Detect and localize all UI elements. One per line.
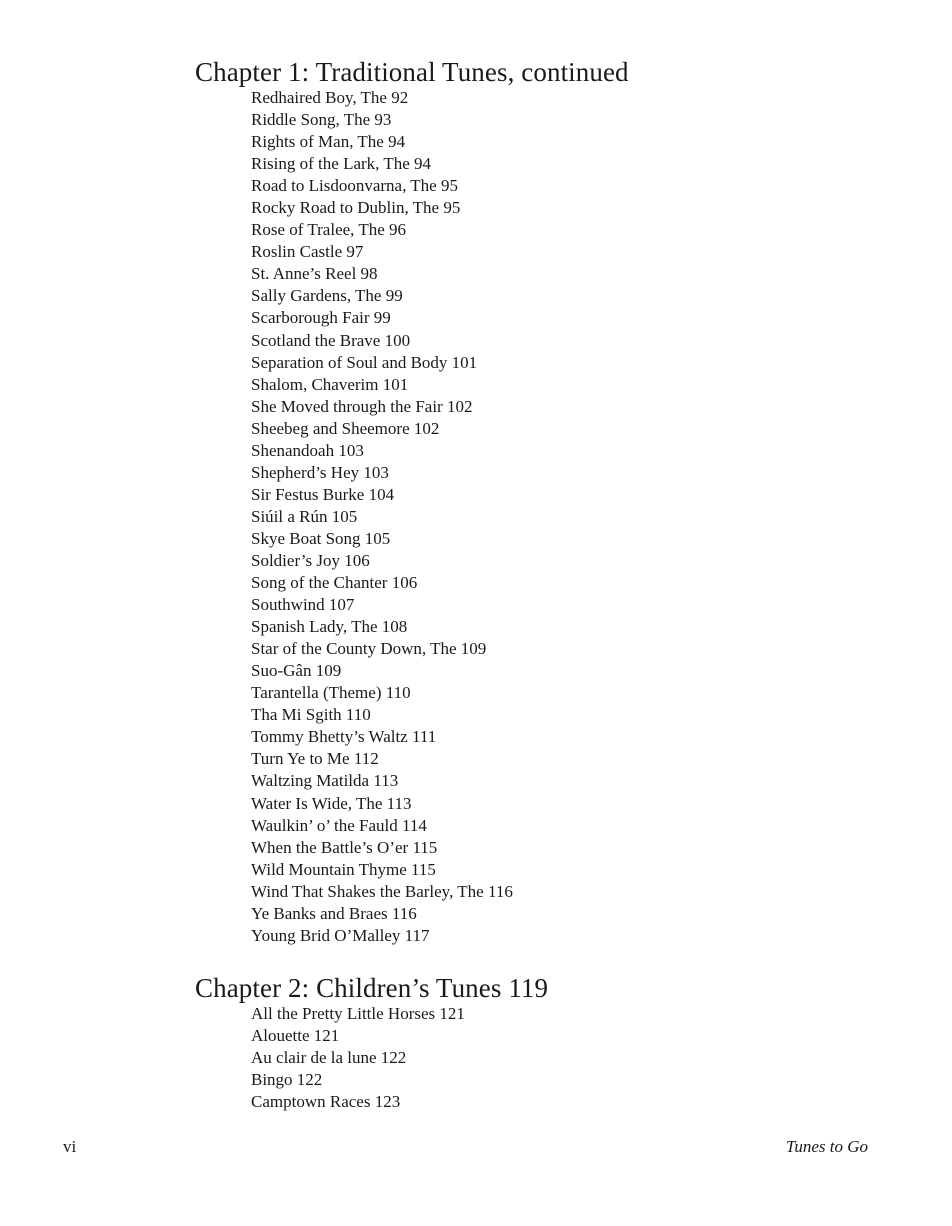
toc-entry: Sheebeg and Sheemore 102 [251,418,440,438]
toc-entry: Au clair de la lune 122 [251,1048,407,1068]
running-footer-title: Tunes to Go [785,1137,868,1156]
toc-entry: Soldier’s Joy 106 [251,550,370,570]
chapter-1-heading: Chapter 1: Traditional Tunes, continued [195,57,629,87]
toc-entry: Sir Festus Burke 104 [251,484,395,504]
toc-entry: Water Is Wide, The 113 [251,793,412,813]
toc-entry: Suo-Gân 109 [251,661,342,681]
toc-entry: Waltzing Matilda 113 [251,771,399,791]
toc-entry: Rose of Tralee, The 96 [251,220,407,240]
toc-entry: Scarborough Fair 99 [251,308,391,328]
chapter-1-entry-list [251,87,513,947]
toc-entry: Ye Banks and Braes 116 [251,903,417,923]
toc-entry: Redhaired Boy, The 92 [251,88,409,107]
toc-entry: Rocky Road to Dublin, The 95 [251,198,461,218]
toc-entry: Southwind 107 [251,595,355,615]
toc-entry: Shalom, Chaverim 101 [251,374,409,394]
toc-entry: When the Battle’s O’er 115 [251,837,438,857]
toc-entry: Spanish Lady, The 108 [251,617,408,637]
toc-entry: Rights of Man, The 94 [251,132,406,152]
toc-entry: Rising of the Lark, The 94 [251,154,432,174]
toc-entry: Turn Ye to Me 112 [251,749,379,769]
toc-entry: Wild Mountain Thyme 115 [251,859,436,879]
toc-entry: Riddle Song, The 93 [251,110,392,130]
toc-entry: Alouette 121 [251,1026,340,1046]
toc-entry: Siúil a Rún 105 [251,506,358,526]
toc-entry: Tha Mi Sgith 110 [251,705,371,725]
toc-entry: All the Pretty Little Horses 121 [251,1004,465,1023]
toc-entry: She Moved through the Fair 102 [251,396,473,416]
toc-entry: Road to Lisdoonvarna, The 95 [251,176,458,196]
toc-entry: Sally Gardens, The 99 [251,286,403,306]
toc-entry: Shepherd’s Hey 103 [251,462,389,482]
toc-entry: Wind That Shakes the Barley, The 116 [251,881,513,901]
page-number: vi [63,1137,77,1156]
chapter-2-heading: Chapter 2: Children’s Tunes 119 [195,973,549,1003]
toc-entry: Star of the County Down, The 109 [251,639,487,659]
toc-entry: Bingo 122 [251,1070,323,1090]
toc-entry: Camptown Races 123 [251,1092,401,1112]
toc-entry: Tommy Bhetty’s Waltz 111 [251,727,437,747]
toc-entry: Separation of Soul and Body 101 [251,352,478,372]
toc-entry: Tarantella (Theme) 110 [251,683,411,703]
toc-entry: Roslin Castle 97 [251,242,364,262]
toc-entry: Young Brid O’Malley 117 [251,925,430,945]
toc-entry: Scotland the Brave 100 [251,330,411,350]
toc-entry: Song of the Chanter 106 [251,573,418,593]
toc-entry: St. Anne’s Reel 98 [251,264,378,284]
toc-entry: Shenandoah 103 [251,440,364,460]
toc-entry: Waulkin’ o’ the Fauld 114 [251,815,427,835]
chapter-2-entry-list [251,1003,465,1113]
toc-entry: Skye Boat Song 105 [251,528,391,548]
